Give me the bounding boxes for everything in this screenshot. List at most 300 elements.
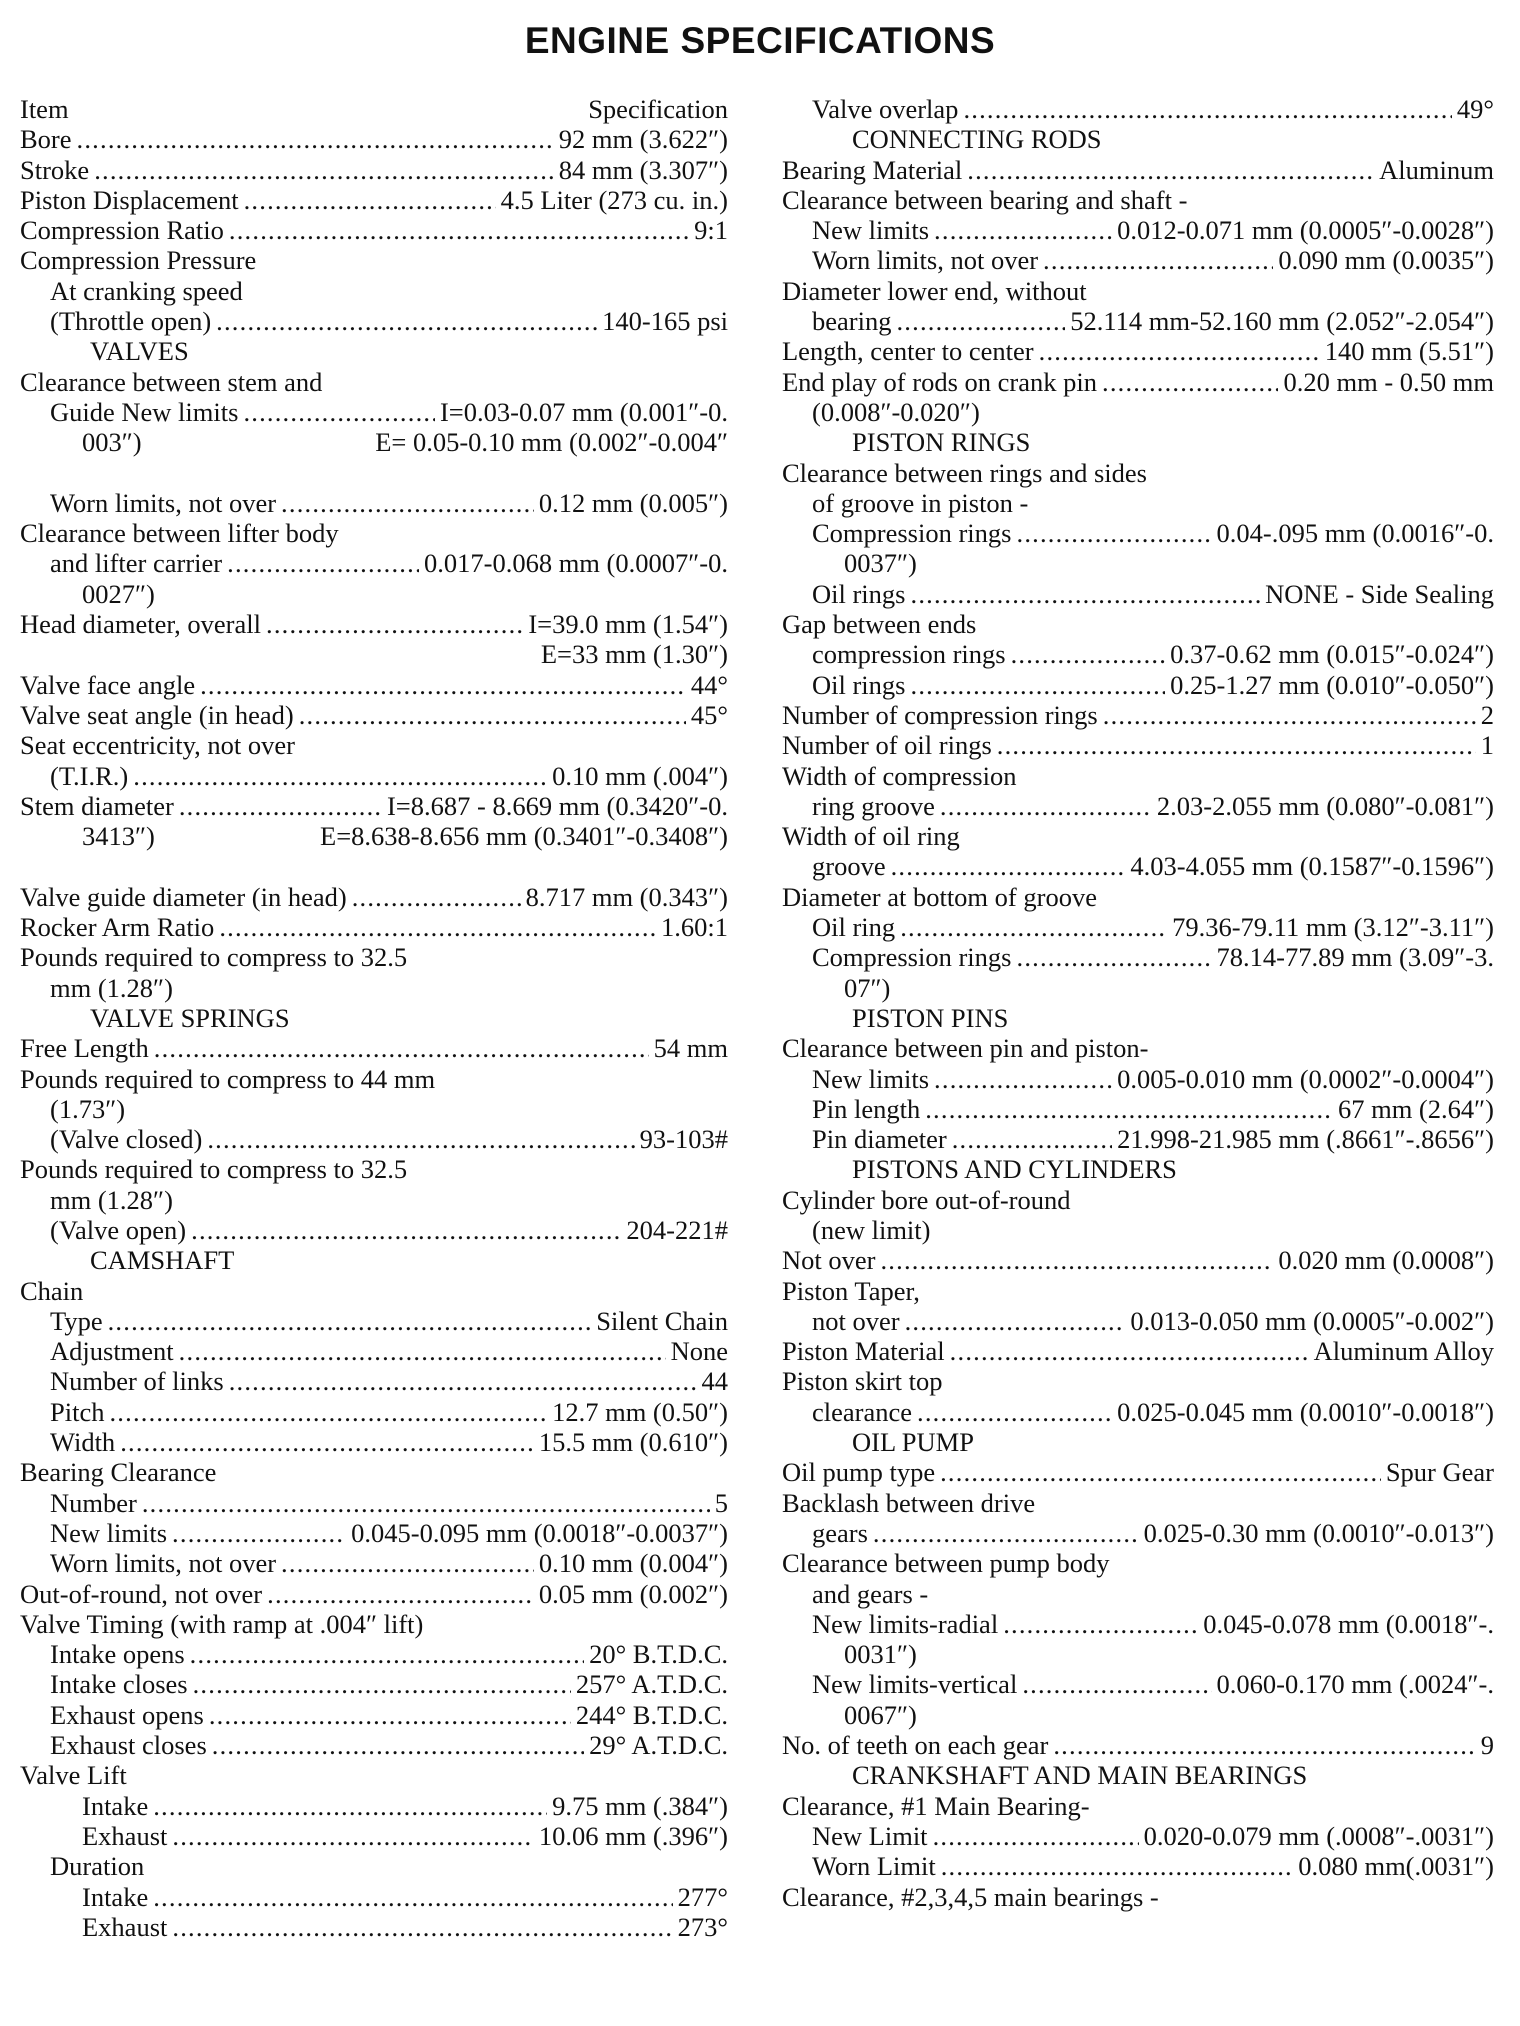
dot-leader xyxy=(243,397,435,427)
spec-text xyxy=(782,1639,1494,1669)
spec-row xyxy=(20,185,728,215)
spec-label: Exhaust xyxy=(82,1911,168,1942)
dot-leader xyxy=(267,1579,534,1609)
spec-label: 0031″) xyxy=(844,1639,917,1670)
dot-leader xyxy=(1102,367,1278,397)
section-heading xyxy=(20,1245,728,1275)
spec-label: Clearance, #2,3,4,5 main bearings - xyxy=(782,1881,1159,1912)
spec-label: Clearance between pump body xyxy=(782,1548,1110,1579)
spec-value: 0.37-0.62 mm (0.015″-0.024″) xyxy=(1170,639,1494,670)
spec-label: Compression Ratio xyxy=(20,215,224,246)
spec-text xyxy=(20,367,728,397)
spec-label: Item xyxy=(20,94,69,124)
dot-leader xyxy=(133,761,547,791)
spec-label: Piston Displacement xyxy=(20,184,239,215)
dot-leader xyxy=(244,185,496,215)
spec-text xyxy=(20,1760,728,1790)
dot-leader xyxy=(873,1518,1139,1548)
spec-label: Compression Pressure xyxy=(20,245,257,276)
right-column xyxy=(782,94,1494,1912)
spec-label: ring groove xyxy=(812,790,935,821)
spec-row xyxy=(20,1548,728,1578)
spec-value: 93-103# xyxy=(639,1124,728,1155)
dot-leader xyxy=(281,488,534,518)
spec-label: Guide New limits xyxy=(50,396,239,427)
spec-label: Pounds required to compress to 32.5 xyxy=(20,942,408,973)
spec-label: 003″) xyxy=(82,427,142,458)
spec-value: 0.025-0.30 mm (0.0010″-0.013″) xyxy=(1143,1517,1494,1548)
spec-row xyxy=(782,306,1494,336)
spec-label: Clearance between lifter body xyxy=(20,518,339,549)
spec-row xyxy=(782,670,1494,700)
spec-label: (1.73″) xyxy=(50,1093,126,1124)
dot-leader xyxy=(94,155,554,185)
spec-label: Width of compression xyxy=(782,760,1017,791)
spec-label: Valve seat angle (in head) xyxy=(20,699,294,730)
spec-label: (new limit) xyxy=(812,1214,931,1245)
left-column xyxy=(20,94,728,1942)
spec-row xyxy=(20,155,728,185)
spec-value: 0.090 mm (0.0035″) xyxy=(1278,245,1494,276)
spec-label: 0037″) xyxy=(844,548,917,579)
dot-leader xyxy=(950,1336,1309,1366)
spec-label: Stem diameter xyxy=(20,790,174,821)
spec-label: 3413″) xyxy=(82,821,155,852)
spec-label: Stroke xyxy=(20,154,90,185)
dot-leader xyxy=(997,730,1476,760)
dot-leader xyxy=(219,912,656,942)
spec-label: (Valve open) xyxy=(50,1214,187,1245)
spec-text xyxy=(20,1094,728,1124)
spec-value: 0.25-1.27 mm (0.010″-0.050″) xyxy=(1170,669,1494,700)
dot-leader xyxy=(941,1851,1293,1881)
spec-text xyxy=(782,276,1494,306)
spec-label: Free Length xyxy=(20,1033,149,1064)
spec-row xyxy=(782,1124,1494,1154)
spec-label: Worn Limit xyxy=(812,1851,936,1882)
spec-row xyxy=(20,397,728,427)
dot-leader xyxy=(179,791,382,821)
spec-label: Pin length xyxy=(812,1093,921,1124)
spec-value: 1 xyxy=(1480,730,1494,761)
spec-row xyxy=(782,579,1494,609)
spec-row xyxy=(782,1609,1494,1639)
dot-leader xyxy=(299,700,686,730)
section-heading-text: VALVE SPRINGS xyxy=(90,1002,290,1033)
spec-value: 0.080 mm(.0031″) xyxy=(1298,1851,1494,1882)
spec-text xyxy=(20,1185,728,1215)
spec-label: bearing xyxy=(812,306,892,337)
dot-leader xyxy=(933,1821,1139,1851)
spec-text xyxy=(782,1488,1494,1518)
spec-value: 277° xyxy=(677,1881,728,1912)
spec-label: Valve overlap xyxy=(812,94,959,124)
spec-label: compression rings xyxy=(812,639,1006,670)
dot-leader xyxy=(1017,942,1212,972)
spec-text xyxy=(782,397,1494,427)
spec-value: 0.017-0.068 mm (0.0007″-0. xyxy=(424,548,728,579)
spec-label: Intake xyxy=(82,1790,149,1821)
spec-label: (Valve closed) xyxy=(50,1124,203,1155)
spec-label: Diameter lower end, without xyxy=(782,275,1087,306)
dot-leader xyxy=(154,1033,649,1063)
spec-value: 21.998-21.985 mm (.8661″-.8656″) xyxy=(1117,1124,1494,1155)
spec-label: Intake xyxy=(82,1881,149,1912)
spec-row xyxy=(782,336,1494,366)
spec-label: Intake closes xyxy=(50,1669,188,1700)
spec-label: Clearance between pin and piston- xyxy=(782,1033,1149,1064)
section-heading-text: CONNECTING RODS xyxy=(852,124,1102,155)
spec-row xyxy=(20,1518,728,1548)
spec-value: 54 mm xyxy=(653,1033,728,1064)
spec-label: Seat eccentricity, not over xyxy=(20,730,295,761)
dot-leader xyxy=(172,1518,346,1548)
spec-value: E=33 mm (1.30″) xyxy=(540,639,728,670)
spec-text xyxy=(20,942,728,972)
dot-leader xyxy=(880,1245,1273,1275)
dot-leader xyxy=(911,670,1166,700)
spec-value: 20° B.T.D.C. xyxy=(589,1639,728,1670)
spec-value: 0.012-0.071 mm (0.0005″-0.0028″) xyxy=(1117,215,1494,246)
spec-text xyxy=(782,609,1494,639)
spec-value: 2.03-2.055 mm (0.080″-0.081″) xyxy=(1156,790,1494,821)
dot-leader xyxy=(896,306,1065,336)
dot-leader xyxy=(967,155,1374,185)
blank-line xyxy=(20,458,728,488)
spec-label: Oil pump type xyxy=(782,1457,936,1488)
column-header xyxy=(20,94,728,124)
spec-text xyxy=(20,1154,728,1184)
dot-leader xyxy=(1039,336,1320,366)
spec-row xyxy=(782,1851,1494,1881)
spec-text xyxy=(20,276,728,306)
spec-value: 49° xyxy=(1456,94,1494,124)
spec-text xyxy=(782,973,1494,1003)
page-title: ENGINE SPECIFICATIONS xyxy=(524,20,996,61)
spec-value: 0.020 mm (0.0008″) xyxy=(1278,1245,1494,1276)
spec-text xyxy=(782,1882,1494,1912)
spec-row xyxy=(782,245,1494,275)
spec-label: Worn limits, not over xyxy=(50,487,277,518)
spec-label: Valve Lift xyxy=(20,1760,127,1791)
dot-leader xyxy=(266,609,523,639)
dot-leader xyxy=(179,1336,666,1366)
spec-label: Gap between ends xyxy=(782,609,977,640)
spec-label: Length, center to center xyxy=(782,336,1034,367)
spec-row xyxy=(20,1215,728,1245)
spec-value: 8.717 mm (0.343″) xyxy=(525,881,728,912)
spec-value: 0.045-0.095 mm (0.0018″-0.0037″) xyxy=(351,1517,728,1548)
spec-value: 92 mm (3.622″) xyxy=(558,124,728,155)
spec-label: (T.I.R.) xyxy=(50,760,129,791)
spec-label: Intake opens xyxy=(50,1639,185,1670)
dot-leader xyxy=(900,912,1167,942)
spec-label: Exhaust xyxy=(82,1820,168,1851)
continuation-line xyxy=(20,427,728,457)
section-heading-text: PISTON PINS xyxy=(852,1002,1009,1033)
spec-label: Exhaust opens xyxy=(50,1699,204,1730)
spec-row xyxy=(20,548,728,578)
dot-leader xyxy=(1053,1730,1475,1760)
spec-value: 9.75 mm (.384″) xyxy=(552,1790,728,1821)
spec-row xyxy=(782,639,1494,669)
spec-row xyxy=(20,306,728,336)
spec-label: mm (1.28″) xyxy=(50,1184,173,1215)
spec-row xyxy=(782,912,1494,942)
spec-value: 52.114 mm-52.160 mm (2.052″-2.054″) xyxy=(1070,306,1494,337)
spec-value: Spur Gear xyxy=(1385,1457,1494,1488)
spec-label: Oil ring xyxy=(812,912,896,943)
dot-leader xyxy=(212,1730,584,1760)
spec-value: Specification xyxy=(588,94,728,124)
spec-text xyxy=(20,973,728,1003)
spec-text xyxy=(20,1851,728,1881)
spec-value: 0.10 mm (0.004″) xyxy=(538,1548,728,1579)
dot-leader xyxy=(120,1427,534,1457)
spec-label: New limits-radial xyxy=(812,1608,999,1639)
spec-label: Pounds required to compress to 44 mm xyxy=(20,1063,436,1094)
dot-leader xyxy=(934,1064,1112,1094)
spec-label: Clearance between rings and sides xyxy=(782,457,1147,488)
section-heading xyxy=(782,1427,1494,1457)
spec-label: Number of oil rings xyxy=(782,730,992,761)
dot-leader xyxy=(229,215,689,245)
dot-leader xyxy=(108,1306,592,1336)
spec-row xyxy=(20,1821,728,1851)
spec-text xyxy=(20,245,728,275)
spec-label: Number of compression rings xyxy=(782,699,1098,730)
dot-leader xyxy=(934,215,1112,245)
spec-label: 0067″) xyxy=(844,1699,917,1730)
spec-row xyxy=(20,1882,728,1912)
spec-label: Pitch xyxy=(50,1396,105,1427)
spec-label: Clearance between stem and xyxy=(20,366,323,397)
spec-row xyxy=(782,1245,1494,1275)
spec-label: New limits xyxy=(812,1063,930,1094)
spec-row xyxy=(20,1639,728,1669)
spec-row xyxy=(20,124,728,154)
spec-value: 273° xyxy=(677,1911,728,1942)
spec-text xyxy=(20,1064,728,1094)
spec-row xyxy=(20,1124,728,1154)
spec-label: Not over xyxy=(782,1245,876,1276)
section-heading xyxy=(20,1003,728,1033)
spec-text xyxy=(20,518,728,548)
dot-leader xyxy=(153,1791,547,1821)
spec-label: Pounds required to compress to 32.5 xyxy=(20,1154,408,1185)
spec-value: 9 xyxy=(1480,1730,1494,1761)
spec-text xyxy=(782,761,1494,791)
spec-row xyxy=(782,1094,1494,1124)
dot-leader xyxy=(207,1124,634,1154)
spec-label: and lifter carrier xyxy=(50,548,223,579)
dot-leader xyxy=(1003,1609,1198,1639)
spec-row xyxy=(20,912,728,942)
dot-leader xyxy=(142,1488,710,1518)
dot-leader xyxy=(911,579,1261,609)
spec-value: E=8.638-8.656 mm (0.3401″-0.3408″) xyxy=(320,821,728,852)
dot-leader xyxy=(940,1457,1381,1487)
spec-label: 0027″) xyxy=(82,578,155,609)
spec-text xyxy=(782,1215,1494,1245)
spec-value: 2 xyxy=(1480,699,1494,730)
dot-leader xyxy=(940,791,1152,821)
spec-label: not over xyxy=(812,1305,900,1336)
section-heading-text: CAMSHAFT xyxy=(90,1245,235,1276)
spec-label: Cylinder bore out-of-round xyxy=(782,1184,1071,1215)
spec-label: Width of oil ring xyxy=(782,821,960,852)
spec-label: and gears - xyxy=(812,1578,929,1609)
spec-value: 67 mm (2.64″) xyxy=(1337,1093,1494,1124)
spec-text xyxy=(20,579,728,609)
spec-text xyxy=(20,1276,728,1306)
spec-row xyxy=(20,1700,728,1730)
continuation-line xyxy=(20,821,728,851)
spec-value: 140 mm (5.51″) xyxy=(1324,336,1494,367)
dot-leader xyxy=(281,1548,534,1578)
spec-value: 4.5 Liter (273 cu. in.) xyxy=(500,184,728,215)
spec-value: 0.020-0.079 mm (.0008″-.0031″) xyxy=(1143,1820,1494,1851)
spec-label: Clearance between bearing and shaft - xyxy=(782,184,1188,215)
spec-row xyxy=(20,1488,728,1518)
spec-row xyxy=(20,215,728,245)
spec-label: Compression rings xyxy=(812,942,1012,973)
spec-value: 12.7 mm (0.50″) xyxy=(552,1396,728,1427)
spec-row xyxy=(20,1579,728,1609)
spec-row xyxy=(20,609,728,639)
spec-value: 4.03-4.055 mm (0.1587″-0.1596″) xyxy=(1130,851,1494,882)
spec-value: 10.06 mm (.396″) xyxy=(538,1820,728,1851)
spec-row xyxy=(20,488,728,518)
spec-value: I=39.0 mm (1.54″) xyxy=(528,609,728,640)
spec-label: Oil rings xyxy=(812,578,906,609)
spec-row xyxy=(782,730,1494,760)
spec-label: Valve Timing (with ramp at .004″ lift) xyxy=(20,1608,424,1639)
spec-label: Worn limits, not over xyxy=(812,245,1039,276)
spec-text xyxy=(782,1579,1494,1609)
dot-leader xyxy=(891,851,1126,881)
spec-label: Bearing Material xyxy=(782,154,963,185)
spec-row xyxy=(20,1912,728,1942)
dot-leader xyxy=(190,1639,584,1669)
spec-label: Bore xyxy=(20,124,72,155)
spec-row xyxy=(20,1791,728,1821)
dot-leader xyxy=(216,306,597,336)
section-heading-text: VALVES xyxy=(90,336,189,367)
dot-leader xyxy=(153,1882,672,1912)
dot-leader xyxy=(77,124,554,154)
spec-label: Bearing Clearance xyxy=(20,1457,217,1488)
dot-leader xyxy=(1103,700,1476,730)
spec-text xyxy=(782,185,1494,215)
dot-leader xyxy=(191,1215,621,1245)
dot-leader xyxy=(172,1912,672,1942)
section-heading xyxy=(20,336,728,366)
spec-row xyxy=(20,882,728,912)
spec-text xyxy=(782,1366,1494,1396)
spec-label: Out-of-round, not over xyxy=(20,1578,263,1609)
spec-label: Number xyxy=(50,1487,137,1518)
dot-leader xyxy=(952,1124,1112,1154)
spec-value: 0.013-0.050 mm (0.0005″-0.002″) xyxy=(1130,1305,1494,1336)
dot-leader xyxy=(1022,1669,1211,1699)
spec-text xyxy=(782,882,1494,912)
spec-value: Aluminum Alloy xyxy=(1313,1336,1494,1367)
spec-label: No. of teeth on each gear xyxy=(782,1730,1049,1761)
spec-row xyxy=(782,851,1494,881)
spec-label: (Throttle open) xyxy=(50,306,212,337)
spec-label: (0.008″-0.020″) xyxy=(812,396,980,427)
spec-row xyxy=(20,791,728,821)
section-heading-text: OIL PUMP xyxy=(852,1427,974,1458)
spec-value: 5 xyxy=(714,1487,728,1518)
spec-row xyxy=(20,1306,728,1336)
spec-text xyxy=(782,488,1494,518)
spec-value: 0.060-0.170 mm (.0024″-. xyxy=(1216,1669,1494,1700)
spec-row xyxy=(782,94,1494,124)
spec-value: 0.005-0.010 mm (0.0002″-0.0004″) xyxy=(1117,1063,1494,1094)
spec-label: At cranking speed xyxy=(50,275,243,306)
spec-value: 0.045-0.078 mm (0.0018″-. xyxy=(1203,1608,1494,1639)
spec-value: 84 mm (3.307″) xyxy=(558,154,728,185)
spec-value: None xyxy=(670,1336,728,1367)
spec-value: 0.025-0.045 mm (0.0010″-0.0018″) xyxy=(1117,1396,1494,1427)
spec-label: 07″) xyxy=(844,972,891,1003)
spec-value: 78.14-77.89 mm (3.09″-3. xyxy=(1216,942,1494,973)
dot-leader xyxy=(917,1397,1112,1427)
spec-row xyxy=(782,215,1494,245)
spec-label: Duration xyxy=(50,1851,145,1882)
spec-label: Diameter at bottom of groove xyxy=(782,881,1097,912)
spec-value: I=0.03-0.07 mm (0.001″-0. xyxy=(439,396,728,427)
spec-label: New limits-vertical xyxy=(812,1669,1018,1700)
spec-label: Valve face angle xyxy=(20,669,196,700)
spec-value: Aluminum xyxy=(1379,154,1494,185)
spec-label: Piston skirt top xyxy=(782,1366,943,1397)
spec-label: Piston Material xyxy=(782,1336,945,1367)
spec-text xyxy=(782,1791,1494,1821)
spec-row xyxy=(782,1457,1494,1487)
spec-value: 0.12 mm (0.005″) xyxy=(538,487,728,518)
spec-text xyxy=(782,458,1494,488)
dot-leader xyxy=(905,1306,1126,1336)
spec-text xyxy=(782,1033,1494,1063)
spec-value: 0.04-.095 mm (0.0016″-0. xyxy=(1216,518,1494,549)
section-heading xyxy=(782,1154,1494,1184)
spec-value: 29° A.T.D.C. xyxy=(589,1730,728,1761)
spec-label: Clearance, #1 Main Bearing- xyxy=(782,1790,1090,1821)
spec-label: Piston Taper, xyxy=(782,1275,920,1306)
spec-row xyxy=(20,1397,728,1427)
spec-row xyxy=(782,1306,1494,1336)
spec-row xyxy=(782,1669,1494,1699)
spec-label: Width xyxy=(50,1427,116,1458)
spec-row xyxy=(20,1669,728,1699)
spec-row xyxy=(782,1064,1494,1094)
spec-value: 1.60:1 xyxy=(661,912,728,943)
spec-row xyxy=(782,791,1494,821)
spec-row xyxy=(782,1397,1494,1427)
spec-value: I=8.687 - 8.669 mm (0.3420″-0. xyxy=(386,790,728,821)
spec-row xyxy=(782,1730,1494,1760)
dot-leader xyxy=(193,1669,571,1699)
spec-row xyxy=(20,1033,728,1063)
spec-row xyxy=(782,942,1494,972)
dot-leader xyxy=(925,1094,1333,1124)
spec-row xyxy=(20,1366,728,1396)
spec-label: Compression rings xyxy=(812,518,1012,549)
spec-value: 79.36-79.11 mm (3.12″-3.11″) xyxy=(1172,912,1494,943)
